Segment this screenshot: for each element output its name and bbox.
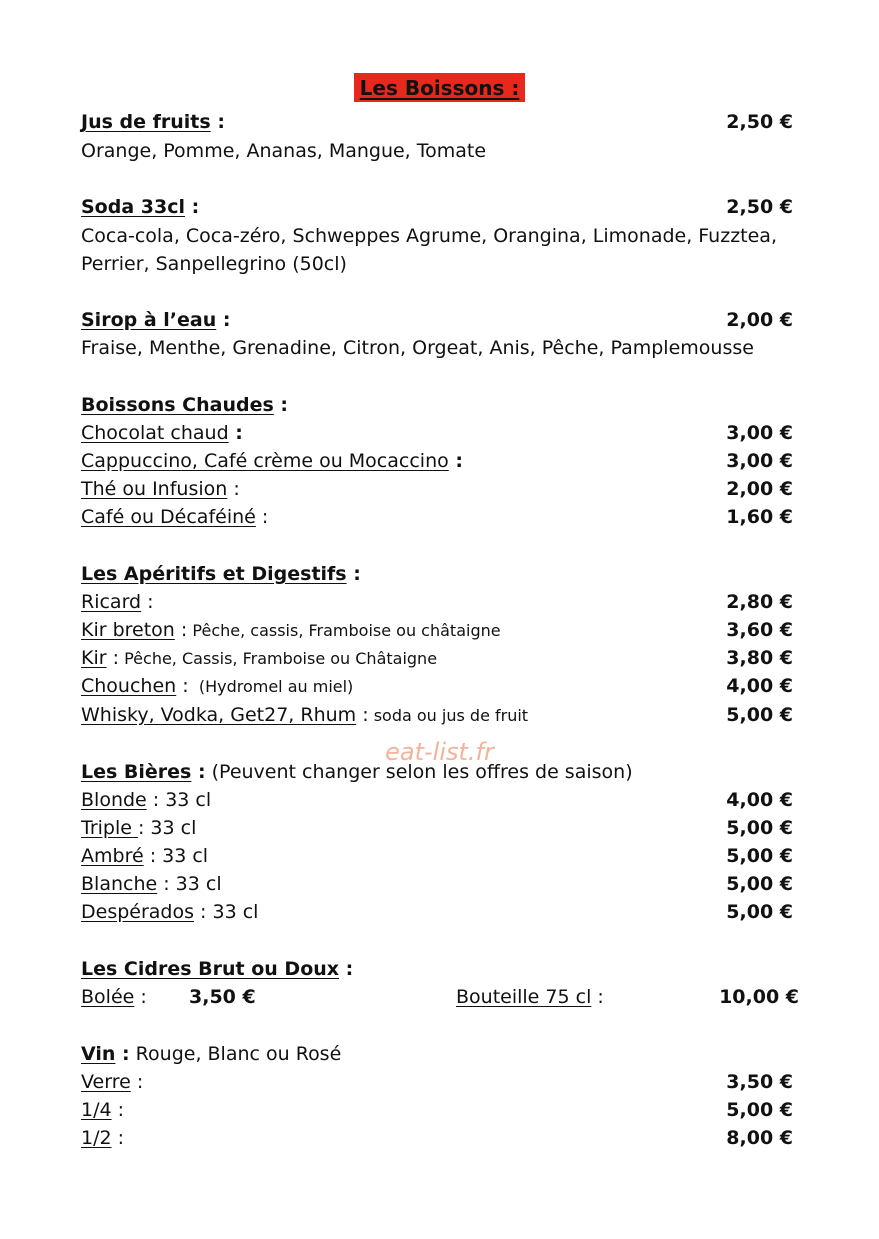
title-wrap [0, 73, 879, 102]
bieres-label: Les Bières [81, 761, 192, 783]
vin-note: Rouge, Blanc ou Rosé [129, 1043, 342, 1065]
item-sep: : [106, 647, 120, 669]
item-price: 1,60 € [726, 506, 793, 528]
item-price: 4,00 € [726, 789, 793, 811]
chaudes-header [81, 391, 793, 419]
item-price: 5,00 € [726, 845, 793, 867]
item-price: 3,80 € [726, 647, 793, 669]
item-price: 5,00 € [726, 873, 793, 895]
bolee-label: Bolée [81, 986, 135, 1008]
sirop-header [81, 306, 793, 334]
list-item [81, 672, 793, 700]
cidres-sep: : [339, 958, 354, 980]
item-sep: : [111, 1127, 125, 1149]
item-price: 5,00 € [726, 817, 793, 839]
item-detail: : 33 cl [137, 817, 197, 839]
bieres-header [81, 758, 793, 786]
bouteille-label: Bouteille 75 cl [456, 986, 592, 1008]
soda-label: Soda 33cl [81, 196, 185, 218]
item-detail: : 33 cl [146, 789, 212, 811]
list-item [81, 814, 793, 842]
item-sep: : [130, 1071, 144, 1093]
list-item [81, 1124, 793, 1152]
jus-price: 2,50 € [726, 111, 793, 133]
soda-items-1: Coca-cola, Coca-zéro, Schweppes Agrume, Orangina, Limonade, Fuzztea, [81, 225, 777, 247]
sirop-sep: : [216, 309, 231, 331]
list-item [81, 447, 793, 475]
item-sep: : [227, 478, 240, 500]
item-sep: : [448, 450, 463, 472]
item-detail: Pêche, Cassis, Framboise ou Châtaigne [119, 649, 438, 668]
item-name: 1/4 [81, 1099, 112, 1121]
list-item [81, 475, 793, 503]
page-title: Les Boissons : [354, 73, 526, 102]
sirop-items: Fraise, Menthe, Grenadine, Citron, Orgeat, Anis, Pêche, Pamplemousse [81, 337, 754, 359]
item-name: Kir [81, 647, 107, 669]
list-item [81, 1068, 793, 1096]
bolee-group [81, 983, 147, 1011]
item-sep: : [174, 619, 188, 641]
list-item [81, 644, 793, 672]
jus-label: Jus de fruits [81, 111, 211, 133]
bouteille-price: 10,00 € [719, 986, 799, 1008]
item-name: Despérados [81, 901, 195, 923]
item-name: Chocolat chaud [81, 422, 229, 444]
item-name: Whisky, Vodka, Get27, Rhum [81, 704, 357, 726]
item-price: 2,80 € [726, 591, 793, 613]
item-detail: soda ou jus de fruit [368, 706, 529, 725]
jus-sep: : [210, 111, 225, 133]
list-item [81, 842, 793, 870]
bieres-sep: : [191, 761, 206, 783]
watermark: eat-list.fr [385, 738, 494, 766]
item-name: 1/2 [81, 1127, 112, 1149]
item-detail: : 33 cl [157, 873, 222, 895]
item-name: Verre [81, 1071, 131, 1093]
item-sep: : [176, 675, 189, 697]
bolee-sep: : [134, 986, 147, 1008]
item-sep: : [356, 704, 369, 726]
list-item [81, 1096, 793, 1124]
cidres-row [81, 983, 799, 1011]
item-price: 3,60 € [726, 619, 793, 641]
item-price: 3,00 € [726, 422, 793, 444]
list-item [81, 701, 793, 729]
list-item [81, 898, 793, 926]
vin-header [81, 1040, 793, 1068]
vin-label: Vin [81, 1043, 116, 1065]
chaudes-label: Boissons Chaudes [81, 394, 274, 416]
bieres-note: (Peuvent changer selon les offres de saison) [205, 761, 633, 783]
list-item [81, 870, 793, 898]
item-price: 3,50 € [726, 1071, 793, 1093]
item-name: Triple [81, 817, 138, 839]
item-price: 5,00 € [726, 704, 793, 726]
list-item [81, 419, 793, 447]
item-price: 2,00 € [726, 478, 793, 500]
item-price: 3,00 € [726, 450, 793, 472]
list-item [81, 503, 793, 531]
soda-price: 2,50 € [726, 196, 793, 218]
item-price: 4,00 € [726, 675, 793, 697]
item-name: Blanche [81, 873, 158, 895]
item-price: 5,00 € [726, 1099, 793, 1121]
cidres-header [81, 955, 793, 983]
item-detail: Pêche, cassis, Framboise ou châtaigne [187, 621, 501, 640]
bouteille-group [456, 983, 604, 1011]
aperitifs-sep: : [346, 563, 361, 585]
item-name: Chouchen [81, 675, 177, 697]
item-name: Blonde [81, 789, 147, 811]
item-sep: : [255, 506, 269, 528]
vin-sep: : [115, 1043, 130, 1065]
item-name: Kir breton [81, 619, 175, 641]
sirop-price: 2,00 € [726, 309, 793, 331]
list-item [81, 786, 793, 814]
cidres-label: Les Cidres Brut ou Doux [81, 958, 340, 980]
chaudes-sep: : [273, 394, 289, 416]
item-sep: : [111, 1099, 125, 1121]
list-item [81, 616, 793, 644]
aperitifs-label: Les Apéritifs et Digestifs [81, 563, 347, 585]
soda-header [81, 193, 793, 221]
item-sep: : [141, 591, 154, 613]
jus-header [81, 108, 793, 136]
item-price: 5,00 € [726, 901, 793, 923]
list-item [81, 588, 793, 616]
item-sep: : [228, 422, 243, 444]
aperitifs-header [81, 560, 793, 588]
item-detail: : 33 cl [194, 901, 259, 923]
item-name: Ricard [81, 591, 142, 613]
soda-items-2: Perrier, Sanpellegrino (50cl) [81, 253, 347, 275]
bouteille-sep: : [591, 986, 604, 1008]
item-name: Café ou Décaféiné [81, 506, 256, 528]
soda-sep: : [185, 196, 200, 218]
sirop-label: Sirop à l’eau [81, 309, 217, 331]
item-name: Thé ou Infusion [81, 478, 228, 500]
bolee-price: 3,50 € [189, 986, 256, 1008]
item-name: Ambré [81, 845, 144, 867]
item-detail: : 33 cl [143, 845, 209, 867]
item-name: Cappuccino, Café crème ou Mocaccino [81, 450, 449, 472]
jus-items: Orange, Pomme, Ananas, Mangue, Tomate [81, 140, 487, 162]
item-detail: (Hydromel au miel) [188, 677, 354, 696]
item-price: 8,00 € [726, 1127, 793, 1149]
